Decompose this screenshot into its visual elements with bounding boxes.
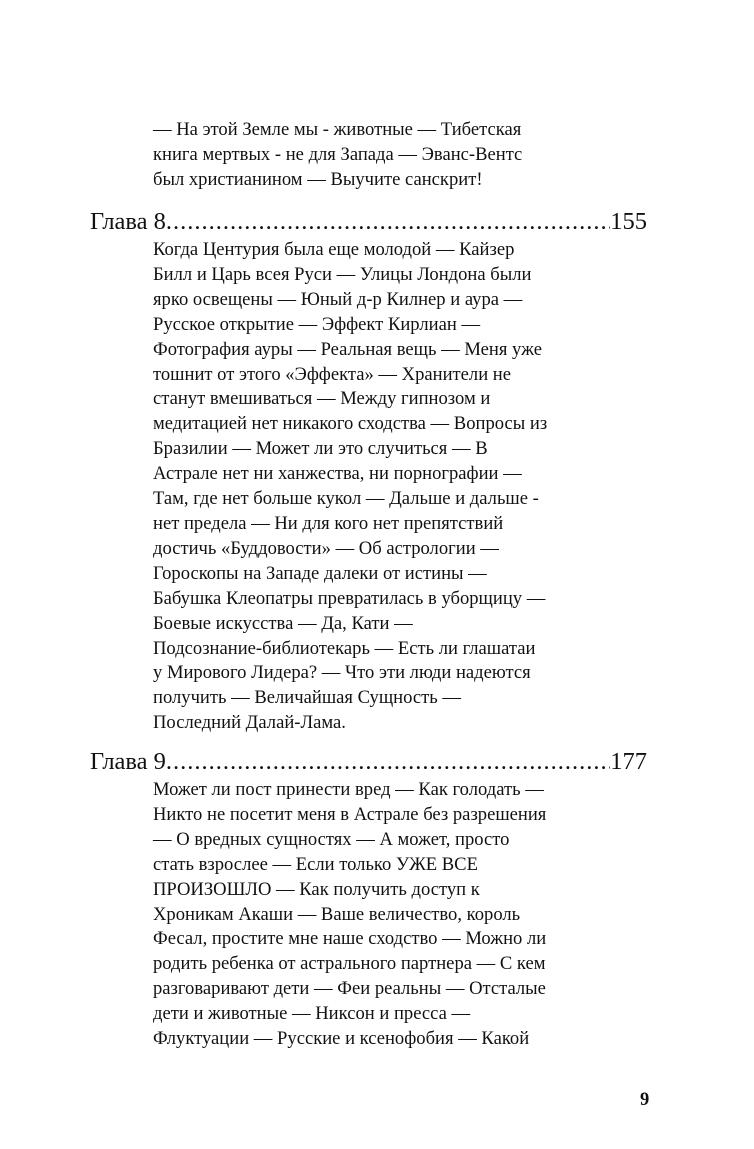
- chapter-9-description: [153, 778, 623, 1052]
- toc-line: — На этой Земле мы - животные — Тибетская: [153, 119, 522, 140]
- toc-line: Хроникам Акаши — Ваше величество, король: [153, 903, 521, 925]
- toc-line: Русское открытие — Эффект Кирлиан —: [153, 313, 481, 335]
- toc-line: был христианином — Выучите санскрит!: [153, 168, 483, 190]
- toc-line: Гороскопы на Западе далеки от истины —: [153, 562, 487, 584]
- chapter-title: Глава 9: [90, 748, 166, 775]
- dot-leader: [166, 207, 610, 237]
- intro-block: [153, 118, 623, 193]
- toc-line: Когда Центурия была еще молодой — Кайзер: [153, 239, 515, 260]
- toc-line: Астрале нет ни ханжества, ни порнографии —: [153, 463, 522, 485]
- toc-line: Боевые искусства — Да, Кати —: [153, 612, 413, 634]
- toc-line: Последний Далай-Лама.: [153, 712, 346, 734]
- toc-line: Бабушка Клеопатры превратилась в уборщицу —: [153, 587, 546, 609]
- toc-line: станут вмешиваться — Между гипнозом и: [153, 388, 491, 410]
- dot-leader: [166, 747, 610, 777]
- chapter-8-description: [153, 238, 623, 736]
- toc-line: получить — Величайшая Сущность —: [153, 687, 461, 709]
- toc-line: Бразилии — Может ли это случиться — В: [153, 438, 488, 460]
- toc-line: ярко освещены — Юный д-р Килнер и аура —: [153, 288, 523, 310]
- toc-line: Фесал, простите мне наше сходство — Можно ли: [153, 928, 547, 950]
- chapter-heading-9: [90, 747, 647, 777]
- toc-line: Никто не посетит меня в Астрале без разрешения: [153, 803, 547, 825]
- toc-line: Флуктуации — Русские и ксенофобия — Какой: [153, 1028, 530, 1050]
- toc-line: нет предела — Ни для кого нет препятствий: [153, 512, 504, 534]
- toc-line: Там, где нет больше кукол — Дальше и дальше -: [153, 488, 539, 510]
- toc-line: разговаривают дети — Феи реальны — Отсталые: [153, 978, 546, 1000]
- toc-line: — О вредных сущностях — А может, просто: [153, 828, 510, 850]
- toc-line: Фотография ауры — Реальная вещь — Меня уже: [153, 338, 542, 360]
- toc-line: родить ребенка от астрального партнера — С кем: [153, 953, 546, 975]
- page-number: 9: [640, 1090, 650, 1110]
- chapter-page-number: 177: [610, 748, 647, 775]
- toc-line: ПРОИЗОШЛО — Как получить доступ к: [153, 878, 480, 900]
- toc-line: стать взрослее — Если только УЖЕ ВСЕ: [153, 853, 478, 875]
- toc-line: дети и животные — Никсон и пресса —: [153, 1003, 471, 1025]
- chapter-heading-8: [90, 207, 647, 237]
- toc-line: тошнит от этого «Эффекта» — Хранители не: [153, 363, 511, 385]
- toc-line: достичь «Буддовости» — Об астрологии —: [153, 537, 499, 559]
- toc-line: Билл и Царь всея Руси — Улицы Лондона были: [153, 263, 532, 285]
- toc-line: Может ли пост принести вред — Как голодать —: [153, 779, 544, 800]
- toc-line: книга мертвых - не для Запада — Эванс-Вентс: [153, 143, 523, 165]
- toc-line: Подсознание-библиотекарь — Есть ли глашатаи: [153, 637, 536, 659]
- chapter-page-number: 155: [610, 208, 647, 235]
- toc-line: у Мирового Лидера? — Что эти люди надеются: [153, 662, 531, 684]
- chapter-title: Глава 8: [90, 208, 166, 235]
- toc-line: медитацией нет никакого сходства — Вопросы из: [153, 413, 548, 435]
